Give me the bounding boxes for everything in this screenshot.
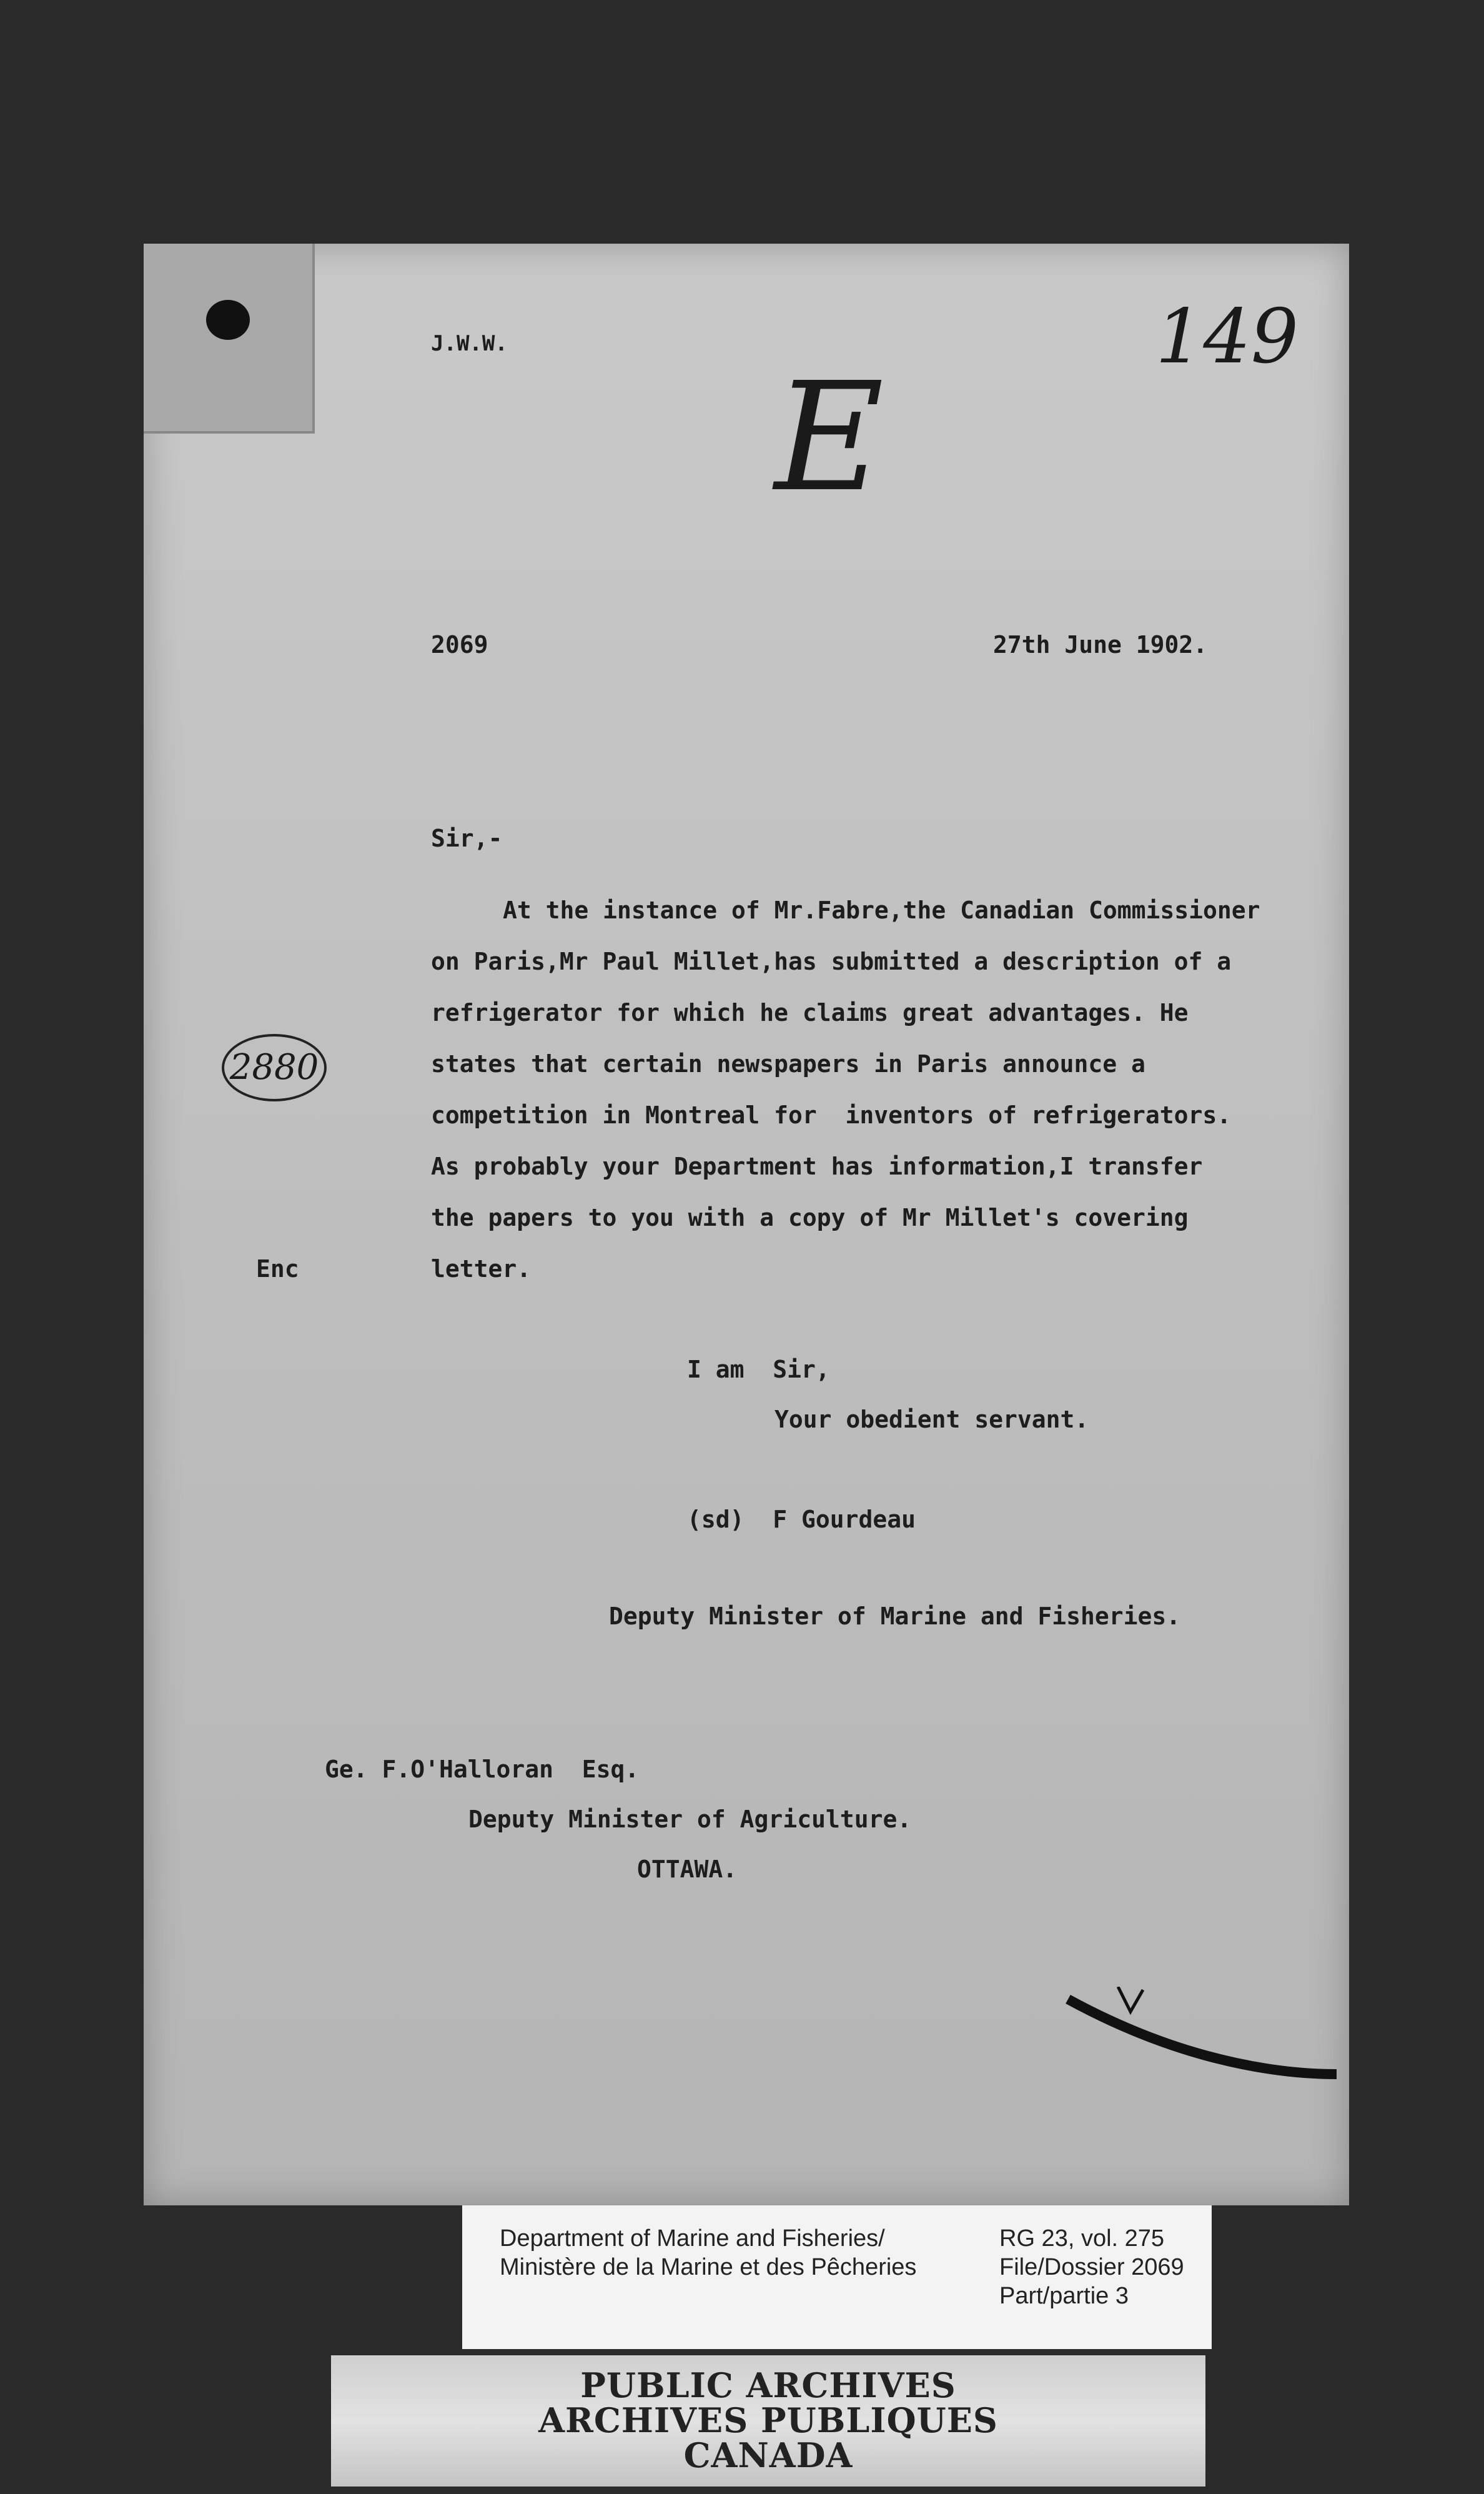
signature: (sd) F Gourdeau — [687, 1506, 916, 1533]
addressee-title: Deputy Minister of Agriculture. — [468, 1806, 912, 1833]
handwritten-page-number: 149 — [1155, 294, 1299, 380]
signature-title: Deputy Minister of Marine and Fisheries. — [609, 1602, 1181, 1630]
body-line: As probably your Department has information,I transfer — [431, 1153, 1203, 1180]
closing-line: Your obedient servant. — [774, 1406, 1089, 1433]
salutation: Sir,- — [431, 825, 503, 852]
body-line: the papers to you with a copy of Mr Millet's covering — [431, 1204, 1189, 1231]
addressee-name: Ge. F.O'Halloran Esq. — [325, 1756, 640, 1783]
body-line: on Paris,Mr Paul Millet,has submitted a description of a — [431, 948, 1232, 975]
department-english: Department of Marine and Fisheries/ — [500, 2225, 885, 2252]
stamp-line: CANADA — [683, 2435, 853, 2475]
file-number: 2069 — [431, 631, 488, 658]
closing-line: I am Sir, — [687, 1356, 830, 1383]
letter-date: 27th June 1902. — [993, 631, 1208, 658]
record-group: RG 23, vol. 275 — [999, 2225, 1165, 2252]
body-line: competition in Montreal for inventors of refrigerators. — [431, 1101, 1232, 1129]
circled-number — [222, 1034, 327, 1101]
body-line: refrigerator for which he claims great advantages. He — [431, 999, 1189, 1026]
handwritten-letter-mark: E — [774, 350, 884, 525]
part-number: Part/partie 3 — [999, 2283, 1129, 2309]
body-line: At the instance of Mr.Fabre,the Canadian Commissioner — [503, 897, 1260, 924]
pen-stroke-mark — [1062, 1987, 1343, 2087]
stamp-line: PUBLIC ARCHIVES — [580, 2365, 956, 2405]
addressee-city: OTTAWA. — [637, 1856, 738, 1883]
file-dossier: File/Dossier 2069 — [999, 2254, 1184, 2280]
enclosure-note: Enc — [256, 1255, 299, 1283]
public-archives-stamp — [331, 2355, 1205, 2487]
circled-number-text: 2880 — [229, 1047, 319, 1088]
body-line: states that certain newspapers in Paris announce a — [431, 1050, 1145, 1078]
stamp-line: ARCHIVES PUBLIQUES — [538, 2400, 998, 2440]
initials: J.W.W. — [431, 331, 508, 356]
department-french: Ministère de la Marine et des Pêcheries — [500, 2254, 917, 2280]
archive-reference-label — [462, 2205, 1212, 2349]
punch-hole — [206, 300, 250, 340]
body-line: letter. — [431, 1255, 532, 1283]
